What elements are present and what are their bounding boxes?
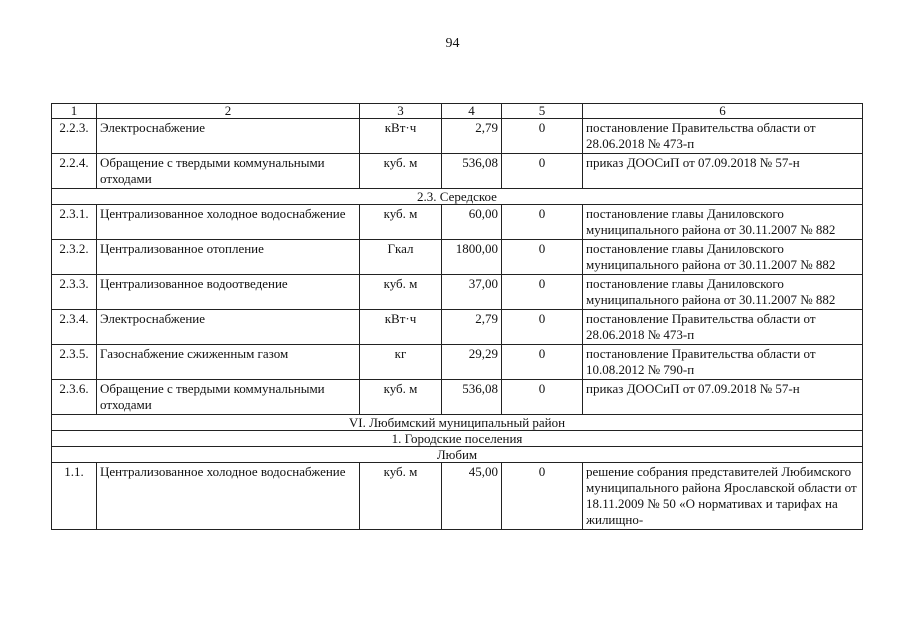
- row-number: 2.3.4.: [52, 310, 97, 345]
- service-name: Централизованное отопление: [97, 240, 360, 275]
- row-number: 2.3.6.: [52, 380, 97, 415]
- service-name: Электроснабжение: [97, 119, 360, 154]
- row-number: 2.3.1.: [52, 205, 97, 240]
- table-row: [52, 275, 863, 310]
- table-row: [52, 205, 863, 240]
- unit: куб. м: [360, 463, 442, 530]
- page-number: 94: [445, 36, 460, 51]
- table-row: [52, 154, 863, 189]
- norm-value: 536,08: [442, 380, 502, 415]
- legal-basis: постановление Правительства области от 28.06.2018 № 473-п: [583, 119, 863, 154]
- column-number: 2: [97, 104, 360, 119]
- norm-value: 29,29: [442, 345, 502, 380]
- unit: куб. м: [360, 380, 442, 415]
- service-name: Газоснабжение сжиженным газом: [97, 345, 360, 380]
- norm-value: 536,08: [442, 154, 502, 189]
- row-number: 1.1.: [52, 463, 97, 530]
- column-number: 4: [442, 104, 502, 119]
- service-name: Централизованное водоотведение: [97, 275, 360, 310]
- service-name: Централизованное холодное водоснабжение: [97, 205, 360, 240]
- column-5-value: 0: [502, 463, 583, 530]
- legal-basis: постановление главы Даниловского муниципального района от 30.11.2007 № 882: [583, 240, 863, 275]
- legal-basis-text: решение собрания представителей Любимского муниципального района Ярославской области от 18.11.2009 № 50 «О нормативах и тарифах на жилищно-: [586, 464, 857, 527]
- norm-value: 1800,00: [442, 240, 502, 275]
- section-header-row: [52, 415, 863, 431]
- section-header-row: [52, 447, 863, 463]
- unit: кВт·ч: [360, 119, 442, 154]
- column-5-value: 0: [502, 310, 583, 345]
- unit: куб. м: [360, 205, 442, 240]
- unit: куб. м: [360, 275, 442, 310]
- service-name: Обращение с твердыми коммунальными отходами: [97, 154, 360, 189]
- row-number: 2.3.3.: [52, 275, 97, 310]
- unit: куб. м: [360, 154, 442, 189]
- table-row: [52, 310, 863, 345]
- service-name: Электроснабжение: [97, 310, 360, 345]
- legal-basis: постановление Правительства области от 28.06.2018 № 473-п: [583, 310, 863, 345]
- row-number: 2.2.4.: [52, 154, 97, 189]
- column-5-value: 0: [502, 205, 583, 240]
- legal-basis: постановление главы Даниловского муниципального района от 30.11.2007 № 882: [583, 275, 863, 310]
- unit: Гкал: [360, 240, 442, 275]
- column-5-value: 0: [502, 240, 583, 275]
- section-title-lubim: Любим: [52, 447, 863, 463]
- column-5-value: 0: [502, 275, 583, 310]
- unit: кВт·ч: [360, 310, 442, 345]
- table-row: [52, 240, 863, 275]
- row-number: 2.3.2.: [52, 240, 97, 275]
- service-name: Обращение с твердыми коммунальными отходами: [97, 380, 360, 415]
- norm-value: 37,00: [442, 275, 502, 310]
- column-number: 3: [360, 104, 442, 119]
- norms-table: [51, 103, 863, 530]
- legal-basis: [583, 463, 863, 530]
- legal-basis: приказ ДООСиП от 07.09.2018 № 57-н: [583, 380, 863, 415]
- row-number: 2.3.5.: [52, 345, 97, 380]
- legal-basis: постановление Правительства области от 10.08.2012 № 790-п: [583, 345, 863, 380]
- column-number: 6: [583, 104, 863, 119]
- unit: кг: [360, 345, 442, 380]
- table-row: [52, 119, 863, 154]
- column-numbers-row: [52, 104, 863, 119]
- norm-value: 2,79: [442, 119, 502, 154]
- column-5-value: 0: [502, 380, 583, 415]
- section-title-seredskoe: 2.3. Середское: [52, 189, 863, 205]
- legal-basis: постановление главы Даниловского муниципального района от 30.11.2007 № 882: [583, 205, 863, 240]
- table-row: [52, 463, 863, 530]
- section-header-row: [52, 431, 863, 447]
- norm-value: 45,00: [442, 463, 502, 530]
- section-title-urban-settlements: 1. Городские поселения: [52, 431, 863, 447]
- norm-value: 2,79: [442, 310, 502, 345]
- column-5-value: 0: [502, 154, 583, 189]
- norm-value: 60,00: [442, 205, 502, 240]
- column-5-value: 0: [502, 345, 583, 380]
- table-row: [52, 380, 863, 415]
- table-row: [52, 345, 863, 380]
- legal-basis: приказ ДООСиП от 07.09.2018 № 57-н: [583, 154, 863, 189]
- column-5-value: 0: [502, 119, 583, 154]
- column-number: 5: [502, 104, 583, 119]
- column-number: 1: [52, 104, 97, 119]
- service-name: Централизованное холодное водоснабжение: [97, 463, 360, 530]
- section-header-row: [52, 189, 863, 205]
- section-title-district: VI. Любимский муниципальный район: [52, 415, 863, 431]
- row-number: 2.2.3.: [52, 119, 97, 154]
